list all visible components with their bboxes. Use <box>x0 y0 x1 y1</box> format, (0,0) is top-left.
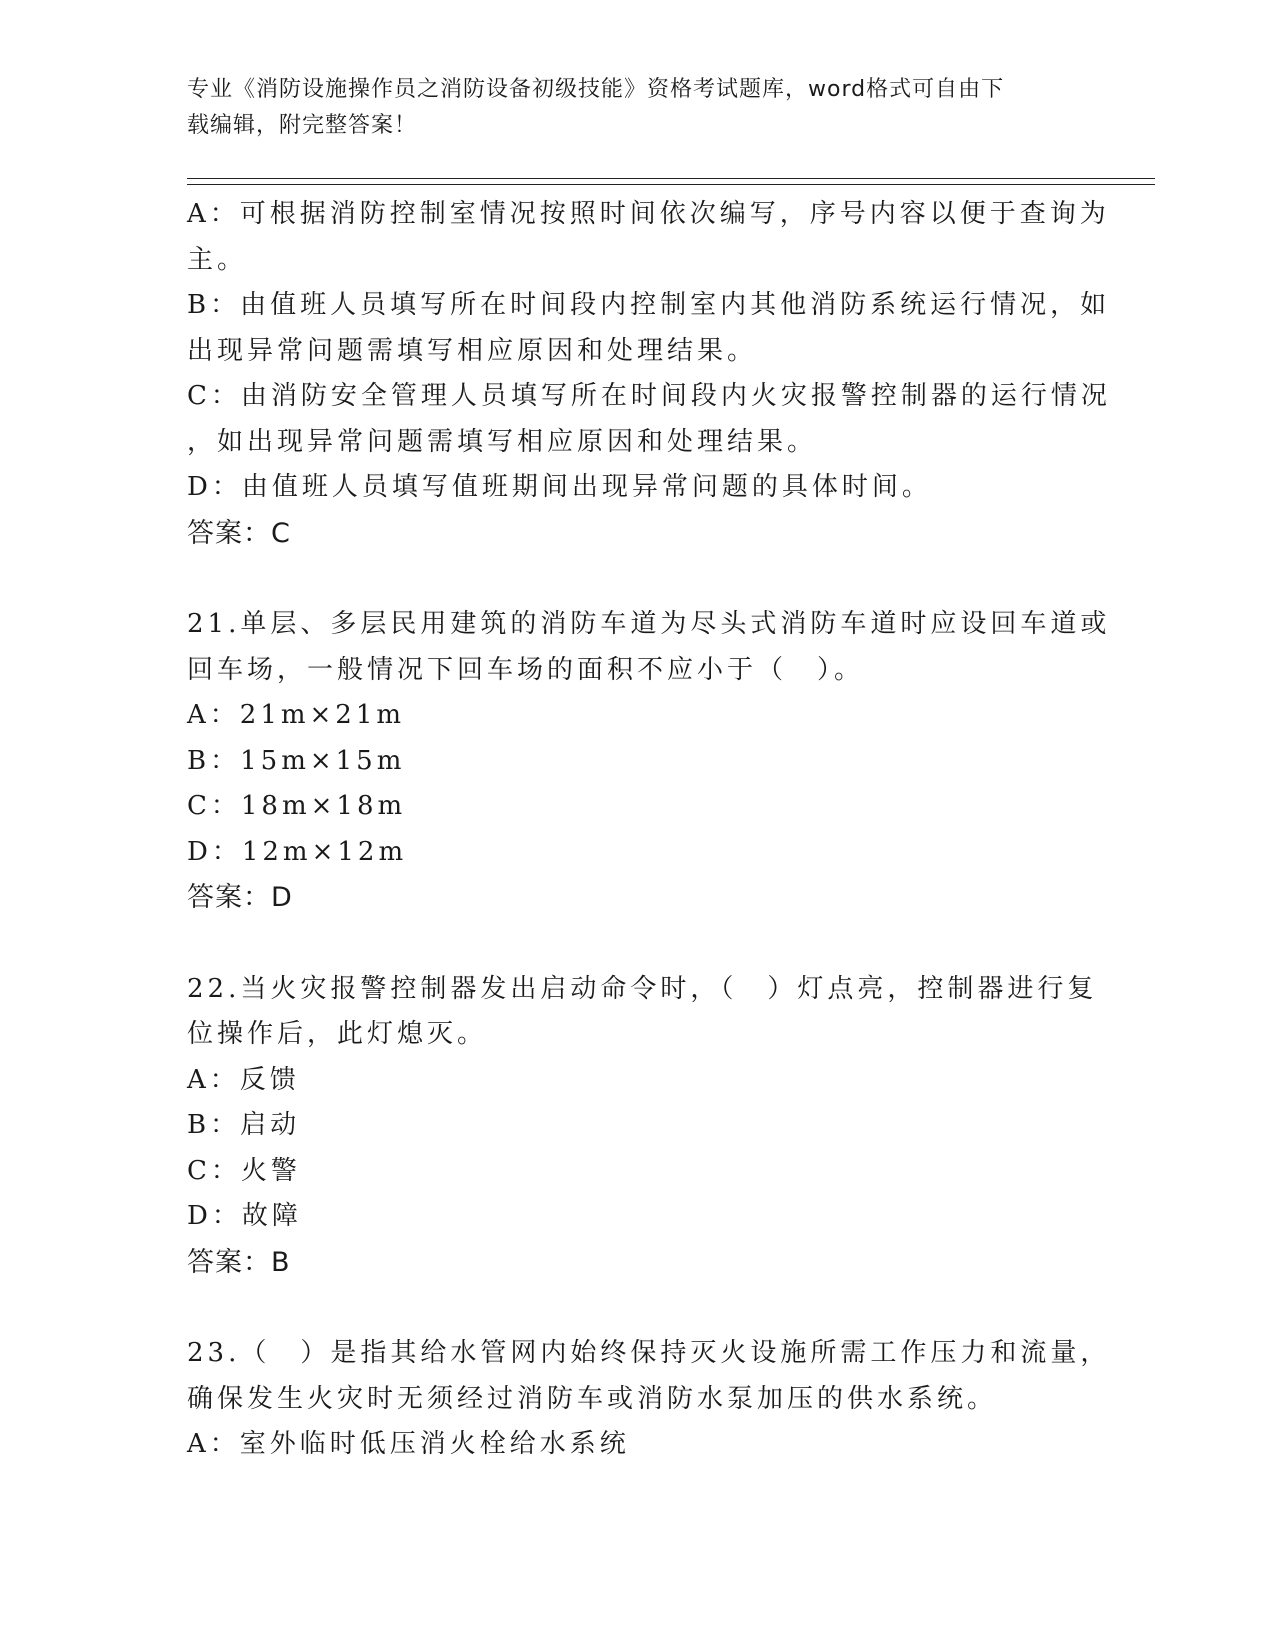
q20-option-a-line-1: A：可根据消防控制室情况按照时间依次编写，序号内容以便于查询为 <box>187 199 1110 229</box>
q22-answer: 答案：B <box>187 1246 291 1278</box>
q20-option-b-line-2: 出现异常问题需填写相应原因和处理结果。 <box>187 335 758 366</box>
q22-option-b: B：启动 <box>187 1110 301 1140</box>
q20-option-b-line-1: B：由值班人员填写所在时间段内控制室内其他消防系统运行情况，如 <box>187 290 1111 320</box>
q22-question-line-1: 22.当火灾报警控制器发出启动命令时，（ ）灯点亮，控制器进行复 <box>187 973 1098 1004</box>
q22-option-a: A：反馈 <box>187 1064 300 1095</box>
q20-option-a-line-2: 主。 <box>187 244 248 275</box>
q22-option-c: C：火警 <box>187 1155 301 1186</box>
header-divider-bottom <box>187 184 1155 185</box>
spacer <box>187 556 1087 602</box>
q21-option-c: C：18m×18m <box>187 791 407 821</box>
spacer <box>187 921 1087 967</box>
q22-option-d: D：故障 <box>187 1201 302 1231</box>
document-header <box>187 72 1087 144</box>
q22-question-line-2: 位操作后，此灯熄灭。 <box>187 1019 488 1049</box>
header-divider-top <box>187 178 1155 179</box>
q20-option-d: D：由值班人员填写值班期间出现异常问题的具体时间。 <box>187 472 932 502</box>
q21-question-line-1: 21.单层、多层民用建筑的消防车道为尽头式消防车道时应设回车道或 <box>187 609 1111 639</box>
q23-question-line-1: 23.（ ）是指其给水管网内始终保持灭火设施所需工作压力和流量， <box>187 1338 1111 1368</box>
q21-answer: 答案：D <box>187 882 293 913</box>
q21-option-a: A：21m×21m <box>187 700 406 730</box>
question-21-block <box>187 602 1111 921</box>
question-23-block <box>187 1331 1111 1468</box>
q23-option-a: A：室外临时低压消火栓给水系统 <box>187 1429 630 1459</box>
question-22-block <box>187 967 1098 1286</box>
q21-option-d: D：12m×12m <box>187 836 408 867</box>
spacer <box>187 1285 1087 1331</box>
q20-answer: 答案：C <box>187 517 291 549</box>
q20-option-c-line-2: ，如出现异常问题需填写相应原因和处理结果。 <box>187 426 818 457</box>
q21-option-b: B：15m×15m <box>187 745 406 776</box>
q21-question-line-2: 回车场，一般情况下回车场的面积不应小于（ ）。 <box>187 654 865 685</box>
question-content <box>187 192 1111 1468</box>
header-line-1: 专业《消防设施操作员之消防设备初级技能》资格考试题库，word格式可自由下 <box>187 77 1005 102</box>
q20-option-c-line-1: C：由消防安全管理人员填写所在时间段内火灾报警控制器的运行情况 <box>187 381 1111 411</box>
header-line-2: 载编辑，附完整答案！ <box>187 113 418 138</box>
q23-question-line-2: 确保发生火灾时无须经过消防车或消防水泵加压的供水系统。 <box>187 1383 998 1414</box>
question-20-block <box>187 192 1111 556</box>
